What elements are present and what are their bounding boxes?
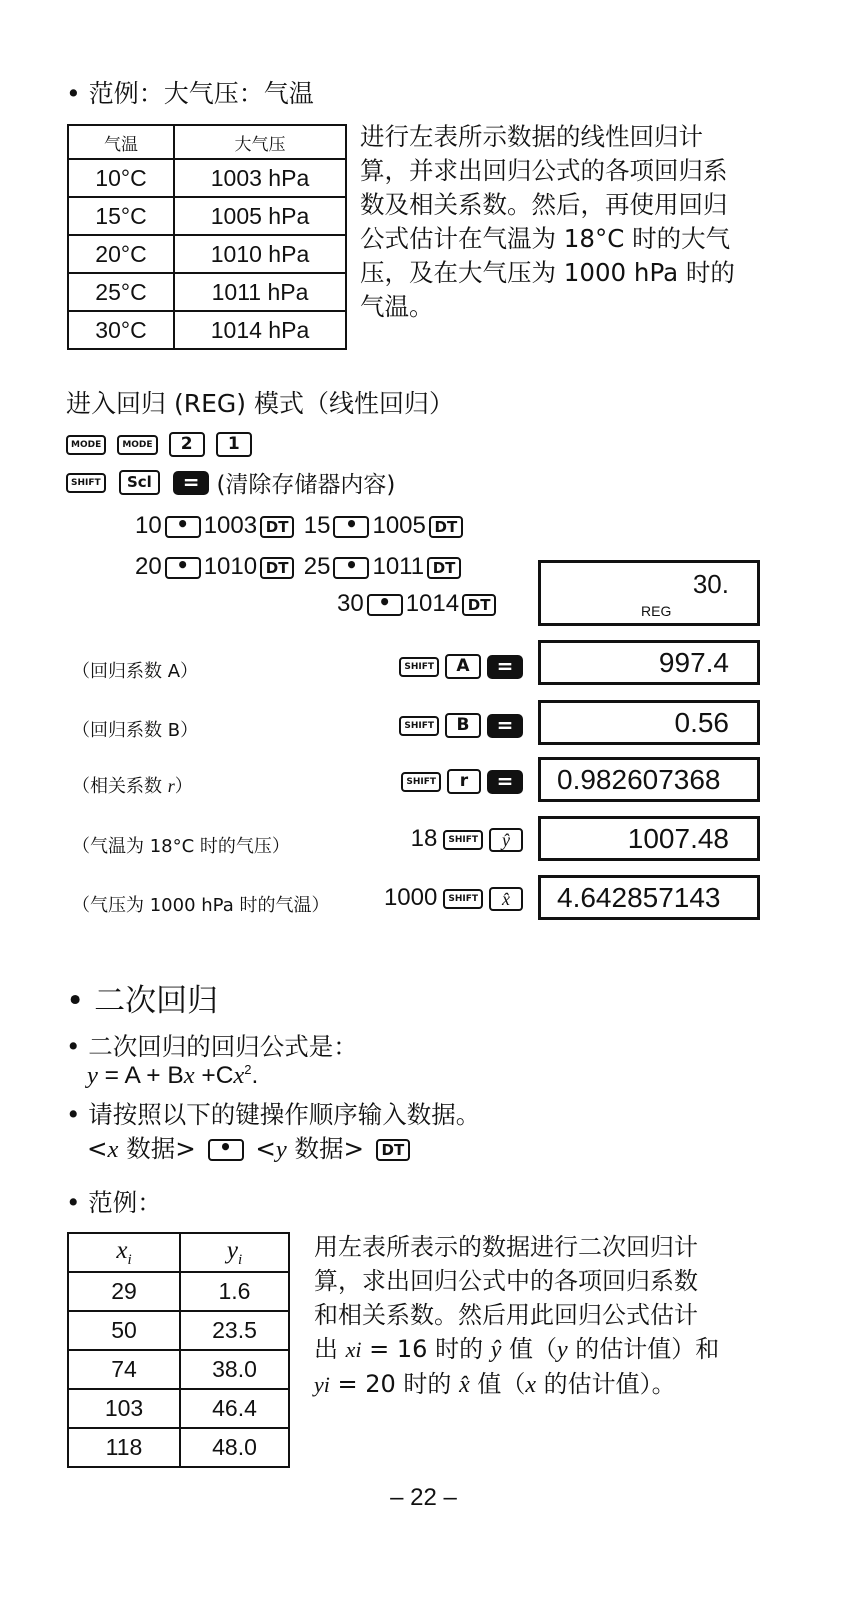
label-text: （相关系数	[72, 776, 168, 797]
digit-1-key: 1	[216, 432, 252, 457]
table-cell: 15°C	[68, 197, 174, 235]
result-display: 1007.48	[538, 816, 760, 861]
equals-key: =	[173, 471, 209, 495]
table-cell: 29	[68, 1272, 180, 1311]
y-value: 1010	[203, 553, 258, 580]
result-keys	[393, 711, 523, 739]
description-line: 算，求出回归公式中的各项回归系数	[314, 1267, 698, 1295]
description-line: 用左表所表示的数据进行二次回归计	[314, 1233, 698, 1261]
display-value: 30.	[692, 569, 729, 599]
y-value: 1014	[405, 590, 460, 617]
formula-part: x	[233, 1062, 245, 1090]
variable: ŷ	[490, 1337, 502, 1363]
description-line: 算，并求出回归公式的各项回归系	[360, 156, 728, 185]
table-header	[68, 1233, 180, 1272]
description-line	[314, 1332, 719, 1367]
equals-key: =	[487, 714, 523, 738]
comma-key: •	[208, 1139, 244, 1161]
description-line: 数及相关系数。然后，再使用回归	[360, 190, 728, 219]
text: 出	[314, 1335, 346, 1363]
table-cell: 50	[68, 1311, 180, 1350]
x-hat-key: x̂	[489, 887, 523, 911]
label-text: ）	[174, 776, 193, 797]
x-value: 15	[303, 512, 331, 539]
comma-key: •	[367, 594, 403, 616]
a-key: A	[445, 654, 481, 679]
input-number: 18	[410, 825, 438, 852]
table-cell: 1003 hPa	[174, 159, 346, 197]
result-label: （回归系数 B）	[72, 720, 199, 741]
r-key: r	[447, 769, 481, 794]
table-cell: 103	[68, 1389, 180, 1428]
scl-key: Scl	[119, 470, 160, 495]
header-var: x	[116, 1236, 128, 1264]
table-header: 气温	[68, 125, 174, 159]
description-line: 压，及在大气压为 1000 hPa 时的	[360, 258, 735, 287]
result-display: 997.4	[538, 640, 760, 685]
digit-2-key: 2	[169, 432, 205, 457]
table-cell: 1.6	[180, 1272, 289, 1311]
input-part: 数据>	[286, 1134, 365, 1163]
section-heading: • 二次回归	[66, 983, 219, 1019]
formula-part: = A + B	[97, 1062, 184, 1090]
y-value: 1011	[372, 553, 425, 580]
table-cell: 118	[68, 1428, 180, 1467]
table-cell: 46.4	[180, 1389, 289, 1428]
dt-key: DT	[260, 516, 294, 538]
table-cell: 1011 hPa	[174, 273, 346, 311]
result-label: （回归系数 A）	[72, 661, 199, 682]
mode-key: MODE	[66, 435, 106, 455]
clear-memory-sequence	[66, 466, 395, 499]
temperature-pressure-table	[67, 124, 347, 350]
x-value: 20	[135, 553, 162, 580]
table-cell: 10°C	[68, 159, 174, 197]
comma-key: •	[165, 557, 201, 579]
result-display: 0.982607368	[538, 757, 760, 802]
entry-row-3	[337, 590, 499, 618]
x-value: 25	[303, 553, 331, 580]
reg-indicator: REG	[641, 603, 672, 619]
table-cell: 38.0	[180, 1350, 289, 1389]
order-note: • 请按照以下的键操作顺序输入数据。	[66, 1100, 481, 1129]
text: = 16 时的	[361, 1335, 491, 1363]
y-value: 1005	[372, 512, 426, 539]
dt-key: DT	[427, 557, 461, 579]
label-variable: r	[167, 776, 175, 796]
formula-part: 2	[244, 1062, 252, 1077]
input-part: <	[255, 1134, 276, 1163]
equals-key: =	[487, 770, 523, 794]
entry-row-1	[135, 512, 466, 540]
text: = 20 时的	[329, 1370, 460, 1398]
dt-key: DT	[260, 557, 294, 579]
shift-key: SHIFT	[399, 657, 439, 677]
input-part: x	[107, 1136, 119, 1163]
entry-row-2	[135, 553, 464, 581]
shift-key: SHIFT	[443, 889, 483, 909]
regression-formula	[87, 1062, 258, 1090]
mode-key: MODE	[117, 435, 157, 455]
variable: x̂	[459, 1372, 470, 1398]
header-var: y	[226, 1236, 238, 1264]
comma-key: •	[333, 516, 369, 538]
table-header: 大气压	[174, 125, 346, 159]
result-display: 4.642857143	[538, 875, 760, 920]
y-value: 1003	[203, 512, 258, 539]
table-cell: 74	[68, 1350, 180, 1389]
example-title: • 范例：	[66, 1188, 162, 1217]
example-description	[360, 120, 735, 324]
input-part: 数据>	[118, 1134, 196, 1163]
variable: yi	[314, 1372, 330, 1397]
result-keys	[393, 652, 523, 680]
example-title: • 范例：大气压：气温	[66, 79, 314, 108]
text: 的估计值）。	[536, 1370, 676, 1398]
description-line: 进行左表所示数据的线性回归计	[360, 122, 703, 151]
table-header	[180, 1233, 289, 1272]
input-number: 1000	[383, 884, 438, 911]
equals-key: =	[487, 655, 523, 679]
variable: y	[557, 1337, 568, 1363]
text: 的估计值）和	[567, 1335, 720, 1363]
description-line: 气温。	[360, 292, 434, 321]
table-cell: 25°C	[68, 273, 174, 311]
table-cell: 1010 hPa	[174, 235, 346, 273]
comma-key: •	[165, 516, 201, 538]
result-keys	[395, 767, 523, 795]
text: 值（	[501, 1335, 557, 1363]
header-sub: i	[237, 1251, 243, 1268]
result-keys	[384, 884, 523, 912]
text: 值（	[469, 1370, 526, 1398]
input-sequence	[87, 1130, 410, 1165]
x-value: 30	[337, 590, 364, 617]
variable: x	[525, 1372, 537, 1398]
formula-part: +C	[194, 1062, 234, 1090]
result-display: 0.56	[538, 700, 760, 745]
xy-data-table	[67, 1232, 290, 1468]
calculator-display	[538, 560, 760, 626]
variable: xi	[345, 1337, 362, 1362]
y-hat-key: ŷ	[489, 828, 523, 852]
dt-key: DT	[376, 1139, 410, 1161]
result-keys	[411, 825, 523, 853]
formula-intro: • 二次回归的回归公式是：	[66, 1032, 358, 1061]
result-label: （气压为 1000 hPa 时的气温）	[72, 895, 330, 916]
shift-key: SHIFT	[66, 473, 106, 493]
formula-part: y	[87, 1062, 98, 1090]
description-line: 和相关系数。然后用此回归公式估计	[314, 1301, 698, 1329]
mode-heading: 进入回归 (REG) 模式（线性回归）	[66, 389, 454, 418]
input-part: y	[275, 1136, 287, 1163]
shift-key: SHIFT	[399, 716, 439, 736]
table-cell: 1014 hPa	[174, 311, 346, 349]
comma-key: •	[333, 557, 369, 579]
input-part: <	[87, 1134, 108, 1163]
table-cell: 1005 hPa	[174, 197, 346, 235]
shift-key: SHIFT	[401, 772, 441, 792]
formula-part: x	[183, 1062, 195, 1090]
dt-key: DT	[462, 594, 496, 616]
result-label	[72, 772, 193, 798]
table-cell: 23.5	[180, 1311, 289, 1350]
dt-key: DT	[429, 516, 463, 538]
example-description	[314, 1230, 719, 1402]
clear-note: (清除存储器内容)	[216, 472, 396, 498]
header-sub: i	[127, 1251, 132, 1268]
table-cell: 20°C	[68, 235, 174, 273]
x-value: 10	[135, 512, 162, 539]
formula-part: .	[251, 1062, 259, 1090]
result-label: （气温为 18°C 时的气压）	[72, 836, 290, 857]
shift-key: SHIFT	[443, 830, 483, 850]
mode-key-sequence	[66, 432, 252, 457]
table-cell: 30°C	[68, 311, 174, 349]
table-cell: 48.0	[180, 1428, 289, 1467]
page-number: – 22 –	[390, 1484, 457, 1511]
description-line: 公式估计在气温为 18°C 时的大气	[360, 224, 731, 253]
description-line	[314, 1367, 719, 1402]
b-key: B	[445, 713, 481, 738]
